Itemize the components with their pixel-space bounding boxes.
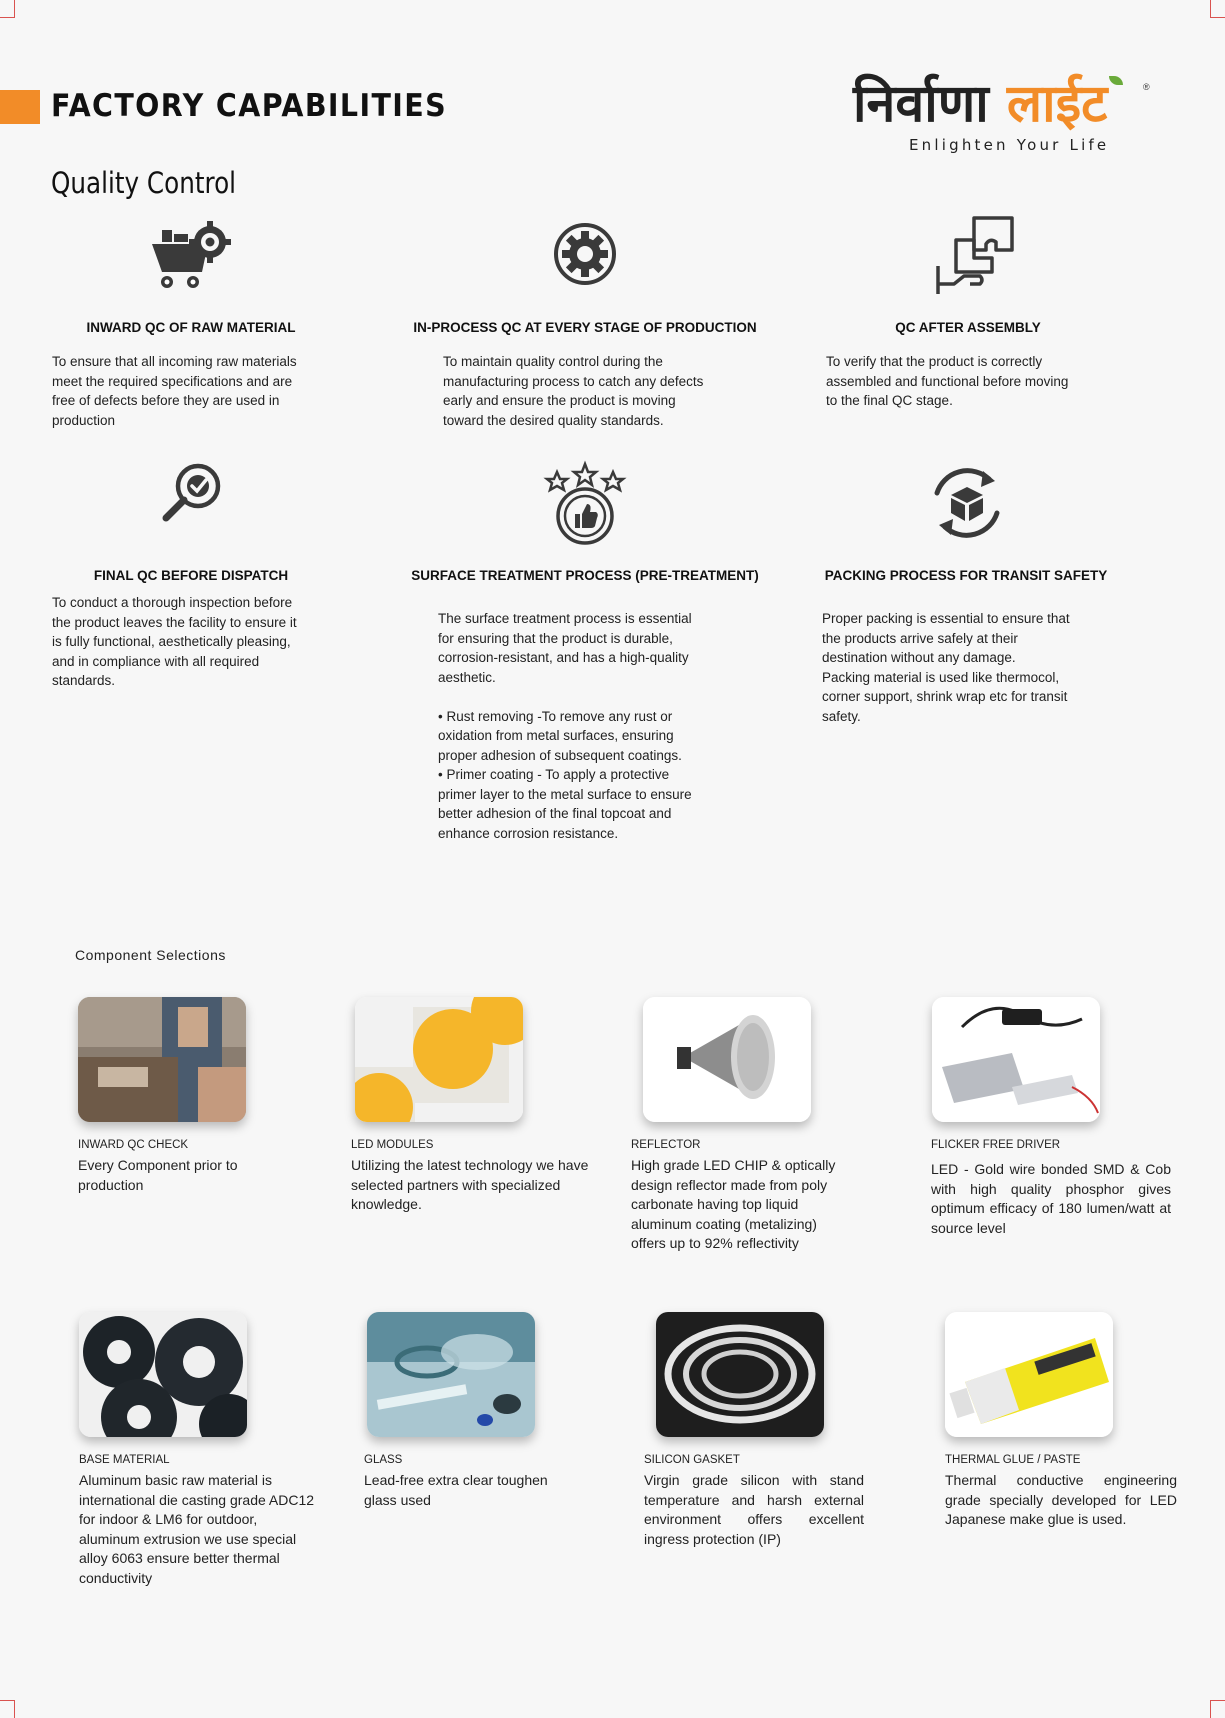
- box-cycle-icon: [928, 464, 1006, 542]
- logo-tagline: Enlighten Your Life: [909, 136, 1110, 154]
- magnifier-check-icon: [160, 460, 228, 528]
- qc-title: SURFACE TREATMENT PROCESS (PRE-TREATMENT): [411, 568, 759, 583]
- qc-description: To verify that the product is correctly assembled and functional before moving to the final QC stage.: [826, 354, 1069, 408]
- crop-mark: [14, 0, 15, 18]
- component-description: Thermal conductive engineering grade specially developed for LED Japanese make glue is used.: [945, 1472, 1177, 1527]
- logo-text-orange: लाईट: [1006, 74, 1108, 134]
- puzzle-hand-icon: [934, 214, 1020, 298]
- section-title-component-selections: Component Selections: [75, 947, 226, 963]
- title-accent-bar: [0, 90, 40, 124]
- crop-mark: [1211, 1700, 1225, 1701]
- crop-mark: [0, 17, 14, 18]
- section-title-quality-control: Quality Control: [51, 166, 237, 200]
- qc-title: PACKING PROCESS FOR TRANSIT SAFETY: [824, 568, 1108, 583]
- component-description: Lead-free extra clear toughen glass used: [364, 1472, 548, 1508]
- page-title: FACTORY CAPABILITIES: [51, 88, 448, 124]
- flicker-free-driver-image: [932, 997, 1100, 1122]
- component-description: LED - Gold wire bonded SMD & Cob with high quality phosphor gives optimum efficacy of 180 lumen/watt at source level: [931, 1161, 1171, 1236]
- component-title: BASE MATERIAL: [79, 1454, 170, 1466]
- qc-title: INWARD QC OF RAW MATERIAL: [86, 320, 296, 335]
- logo-text-black: निर्वाणा: [853, 74, 989, 134]
- qc-title: FINAL QC BEFORE DISPATCH: [93, 568, 289, 583]
- qc-description: To ensure that all incoming raw materials meet the required specifications and are free of defects before they are used in production: [52, 354, 297, 428]
- inward-qc-check-image: [78, 997, 246, 1122]
- reflector-image: [643, 997, 811, 1122]
- component-title: SILICON GASKET: [644, 1454, 740, 1466]
- component-description: Every Component prior to production: [78, 1157, 238, 1193]
- qc-description: The surface treatment process is essential for ensuring that the product is durable, corrosion-resistant, and has a high-quality aesthetic. • Rust removing -To remove any rust or oxidation from metal surfaces, ensuring proper adhesion of subsequent coatings. • Primer coating - To apply a protective primer layer to the metal surface to ensure better adhesion of the final topcoat and enhance corrosion resistance.: [438, 611, 692, 841]
- component-description: Utilizing the latest technology we have selected partners with specialized knowledge.: [351, 1157, 589, 1212]
- component-title: GLASS: [364, 1454, 403, 1466]
- crop-mark: [1210, 1700, 1211, 1718]
- component-description: Virgin grade silicon with stand temperature and harsh external environment offers excellent ingress protection (IP): [644, 1472, 864, 1547]
- component-title: REFLECTOR: [631, 1139, 701, 1151]
- qc-title: IN-PROCESS QC AT EVERY STAGE OF PRODUCTION: [413, 320, 757, 335]
- qc-description: To maintain quality control during the manufacturing process to catch any defects early and ensure the product is moving toward the desired quality standards.: [443, 354, 704, 428]
- led-modules-image: [355, 997, 523, 1122]
- crop-mark: [14, 1700, 15, 1718]
- thermal-glue-image: [945, 1312, 1113, 1437]
- component-title: INWARD QC CHECK: [78, 1139, 189, 1151]
- component-title: LED MODULES: [351, 1139, 434, 1151]
- component-description: High grade LED CHIP & optically design reflector made from poly carbonate having top liquid aluminum coating (metalizing) offers up to 92% reflectivity: [631, 1157, 836, 1251]
- component-title: FLICKER FREE DRIVER: [931, 1139, 1061, 1151]
- base-material-image: [79, 1312, 247, 1437]
- qc-description: To conduct a thorough inspection before the product leaves the facility to ensure it is fully functional, aesthetically pleasing, and in compliance with all required standards.: [52, 595, 297, 688]
- brand-logo: [853, 74, 1153, 160]
- cart-gear-icon: [148, 220, 238, 295]
- thumbs-up-stars-icon: [543, 460, 627, 546]
- qc-description: Proper packing is essential to ensure that the products arrive safely at their destination without any damage. Packing material is used like thermocol, corner support, shrink wrap etc for transit safety.: [822, 611, 1070, 724]
- crop-mark: [0, 1700, 14, 1701]
- leaf-icon: [1109, 76, 1123, 85]
- glass-image: [367, 1312, 535, 1437]
- gear-icon: [553, 222, 617, 286]
- registered-mark: ®: [1143, 82, 1150, 92]
- logo-wordmark: [853, 74, 1107, 134]
- silicon-gasket-image: [656, 1312, 824, 1437]
- crop-mark: [1211, 17, 1225, 18]
- component-description: Aluminum basic raw material is international die casting grade ADC12 for indoor & LM6 for outdoor, aluminum extrusion we use special alloy 6063 ensure better thermal conductivity: [79, 1472, 315, 1586]
- qc-title: QC AFTER ASSEMBLY: [895, 320, 1041, 335]
- crop-mark: [1210, 0, 1211, 18]
- component-title: THERMAL GLUE / PASTE: [945, 1454, 1081, 1466]
